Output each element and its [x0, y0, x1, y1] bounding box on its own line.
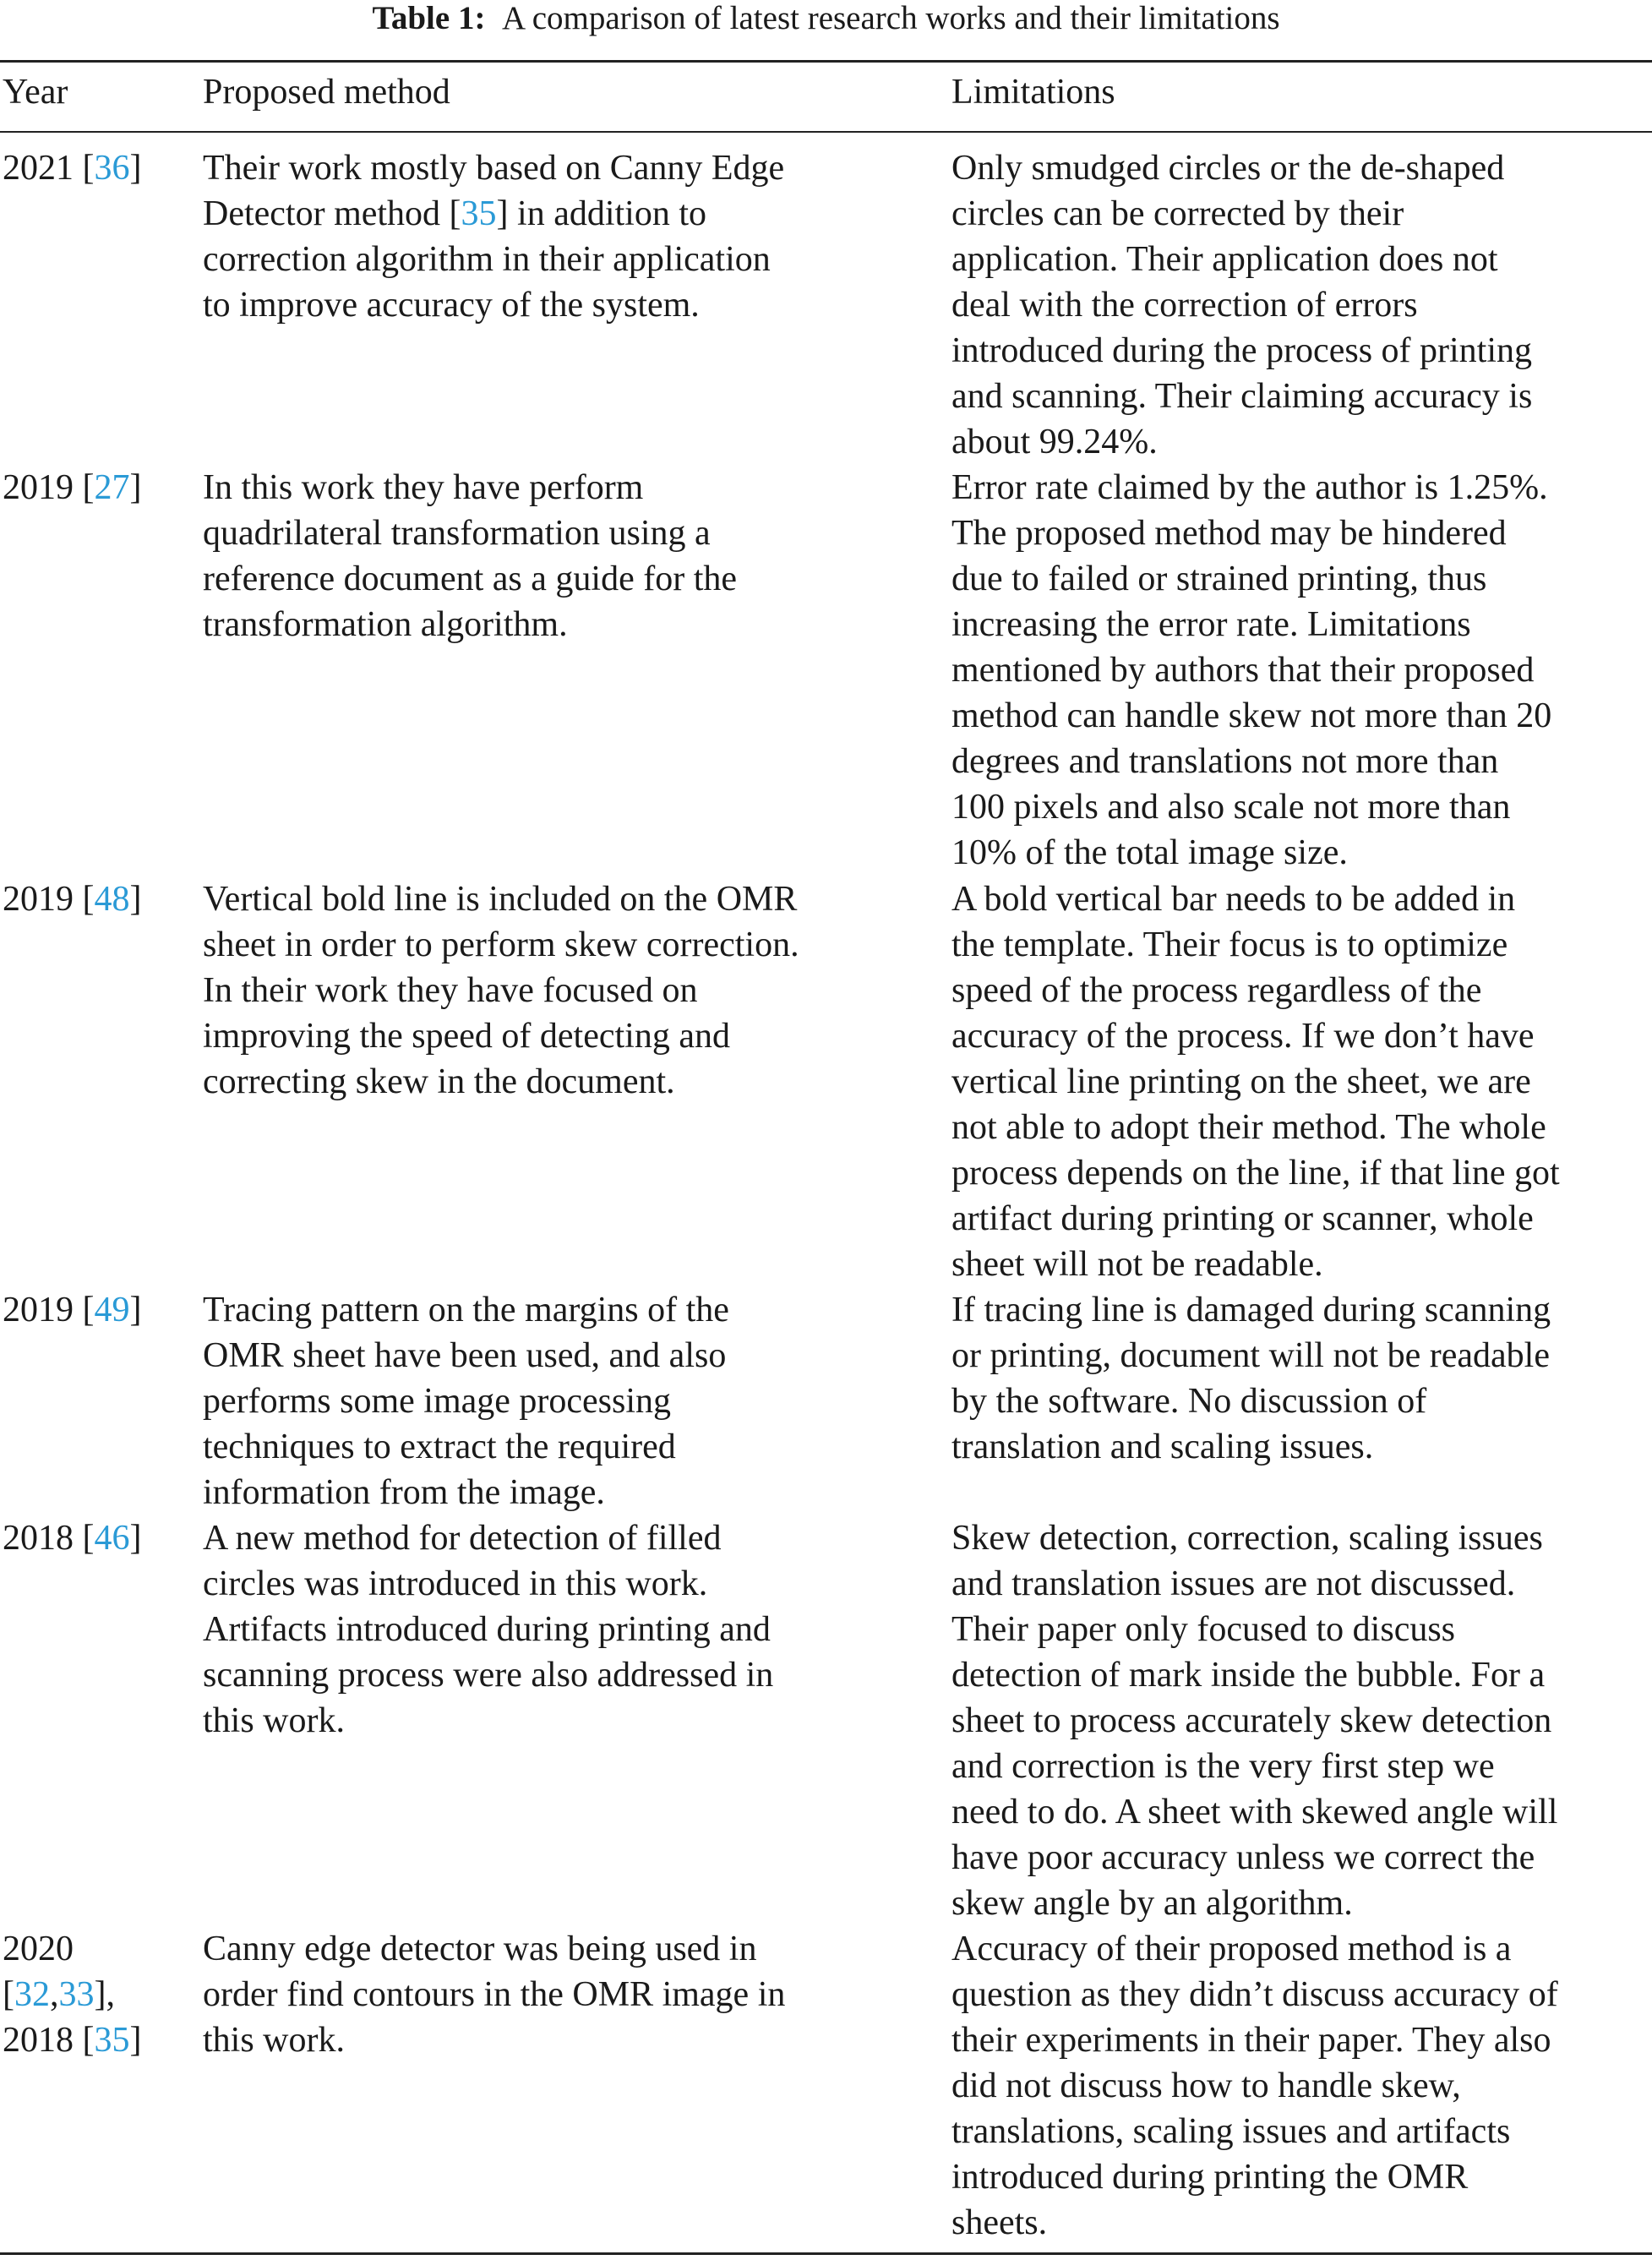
caption-text: A comparison of latest research works and their limitations: [501, 0, 1280, 36]
year-cell: 2019 [48]: [3, 880, 142, 919]
header-method: Proposed method: [203, 73, 450, 112]
limitations-cell: Error rate claimed by the author is 1.25%. The proposed method may be hindered due to failed or strained printing, thus increasing the error rate. Limitations mentioned by authors that their proposed method can handle skew not more than 20 degrees and translations not more than 100 pixels and also scale not more than 10% of the total image size.: [951, 468, 1552, 872]
header-year: Year: [3, 73, 68, 112]
top-rule: [0, 60, 1652, 63]
limitations-cell: If tracing line is damaged during scanning or printing, document will not be readable by the software. No discussion of translation and scaling issues.: [951, 1291, 1551, 1466]
year-cell: 2019 [27]: [3, 468, 142, 507]
bottom-rule: [0, 2252, 1652, 2255]
method-cell: A new method for detection of filled circles was introduced in this work. Artifacts introduced during printing and scanning process were also addressed in this work.: [203, 1519, 774, 1740]
year-cell: 2020 [32,33], 2018 [35]: [3, 1930, 142, 2060]
method-cell: In this work they have perform quadrilateral transformation using a reference document as a guide for the transformation algorithm.: [203, 468, 738, 644]
year-cell: 2018 [46]: [3, 1519, 142, 1558]
citation-link[interactable]: 32: [14, 1975, 50, 2014]
header-limitations: Limitations: [951, 73, 1115, 112]
citation-link[interactable]: 48: [94, 880, 130, 919]
caption-label: Table 1:: [372, 0, 486, 36]
citation-link[interactable]: 36: [94, 149, 130, 188]
year-cell: 2021 [36]: [3, 149, 142, 188]
method-cell: Vertical bold line is included on the OMR sheet in order to perform skew correction. In their work they have focused on improving the speed of detecting and correcting skew in the document.: [203, 880, 799, 1101]
method-cell: Canny edge detector was being used in order find contours in the OMR image in this work.: [203, 1930, 786, 2060]
method-cell: Tracing pattern on the margins of the OMR sheet have been used, and also performs some image processing techniques to extract the required information from the image.: [203, 1291, 729, 1512]
year-cell: 2019 [49]: [3, 1291, 142, 1329]
citation-link[interactable]: 27: [94, 468, 130, 507]
citation-link[interactable]: 33: [58, 1975, 95, 2014]
citation-link[interactable]: 49: [94, 1291, 130, 1329]
header-rule: [0, 131, 1652, 133]
limitations-cell: Only smudged circles or the de-shaped circles can be corrected by their application. Their application does not deal with the correction of errors introduced during the process of printing and scanning. Their claiming accuracy is about 99.24%.: [951, 149, 1533, 461]
citation-link[interactable]: 46: [94, 1519, 130, 1558]
citation-link[interactable]: 35: [461, 194, 497, 233]
method-cell: Their work mostly based on Canny Edge Detector method [35] in addition to correction algorithm in their application to improve accuracy of the system.: [203, 149, 785, 325]
table-caption: [0, 0, 1652, 37]
limitations-cell: Skew detection, correction, scaling issues and translation issues are not discussed. Their paper only focused to discuss detection of mark inside the bubble. For a sheet to process accurately skew detection and correction is the very first step we need to do. A sheet with skewed angle will have poor accuracy unless we correct the skew angle by an algorithm.: [951, 1519, 1558, 1923]
limitations-cell: Accuracy of their proposed method is a question as they didn’t discuss accuracy of their experiments in their paper. They also did not discuss how to handle skew, translations, scaling issues and artifacts introduced during printing the OMR sheets.: [951, 1930, 1558, 2242]
limitations-cell: A bold vertical bar needs to be added in the template. Their focus is to optimize speed of the process regardless of the accuracy of the process. If we don’t have vertical line printing on the sheet, we are not able to adopt their method. The whole process depends on the line, if that line got artifact during printing or scanner, whole sheet will not be readable.: [951, 880, 1560, 1284]
citation-link[interactable]: 35: [94, 2021, 130, 2060]
